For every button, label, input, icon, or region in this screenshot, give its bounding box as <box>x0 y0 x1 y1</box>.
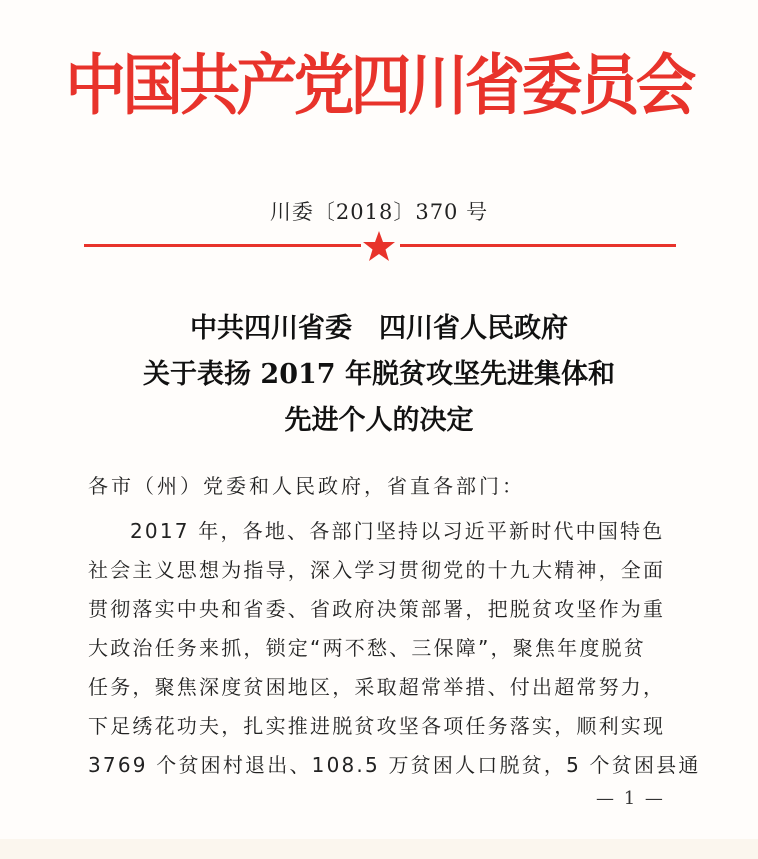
title-line: 先进个人的决定 <box>284 405 474 436</box>
body-line: 任务，聚焦深度贫困地区，采取超常举措、付出超常努力， <box>88 675 666 699</box>
body-line: 2017 年，各地、各部门坚持以习近平新时代中国特色 <box>130 519 665 543</box>
body-line: 大政治任务来抓，锁定“两不愁、三保障”，聚焦年度脱贫 <box>88 636 646 660</box>
page-number: — 1 — <box>596 788 665 809</box>
salutation: 各市（州）党委和人民政府，省直各部门： <box>88 474 525 498</box>
masthead-title: 中国共产党四川省委员会 <box>65 47 693 124</box>
document-number: 川委〔2018〕370 号 <box>269 200 489 224</box>
body-line: 3769 个贫困村退出、108.5 万贫困人口脱贫，5 个贫困县通 <box>88 753 701 777</box>
red-rule-left <box>84 244 361 247</box>
star-icon <box>362 229 396 263</box>
body-line: 社会主义思想为指导，深入学习贯彻党的十九大精神，全面 <box>88 558 666 582</box>
title-line: 关于表扬 2017 年脱贫攻坚先进集体和 <box>143 359 615 390</box>
body-line: 下足绣花功夫，扎实推进脱贫攻坚各项任务落实，顺利实现 <box>88 714 666 738</box>
document-title <box>0 306 758 444</box>
title-line: 中共四川省委 四川省人民政府 <box>190 313 568 344</box>
red-rule-right <box>400 244 676 247</box>
body-text <box>88 512 701 785</box>
body-line: 贯彻落实中央和省委、省政府决策部署，把脱贫攻坚作为重 <box>88 597 666 621</box>
